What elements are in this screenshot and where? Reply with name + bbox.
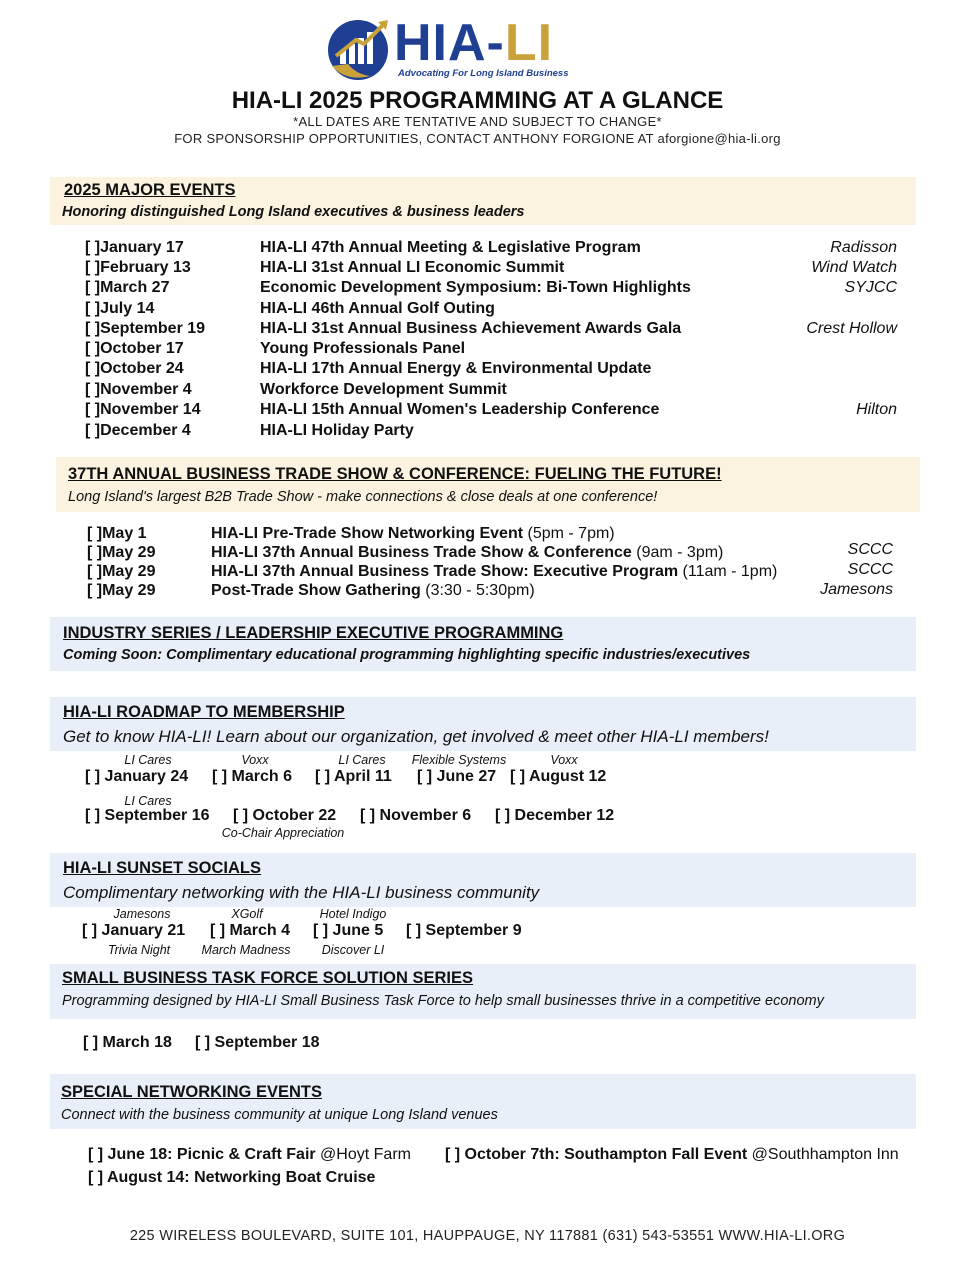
event-title: HIA-LI 15th Annual Women's Leadership Conference bbox=[260, 401, 660, 418]
tradeshow-desc: Long Island's largest B2B Trade Show - make connections & close deals at one conference! bbox=[68, 489, 658, 505]
roadmap-date[interactable]: [ ] August 12 bbox=[510, 768, 607, 785]
event-date[interactable]: [ ]October 17 bbox=[85, 340, 184, 357]
event-time: (9am - 3pm) bbox=[631, 544, 724, 561]
sunset-theme: Discover LI bbox=[321, 943, 385, 957]
footer-address: 225 WIRELESS BOULEVARD, SUITE 101, HAUPPAUGE, NY 117881 (631) 543-53551 WWW.HIA-LI.ORG bbox=[129, 1228, 846, 1244]
sunset-theme: Trivia Night bbox=[107, 943, 171, 957]
event-date[interactable]: [ ]January 17 bbox=[85, 239, 184, 256]
smallbiz-heading: SMALL BUSINESS TASK FORCE SOLUTION SERIES bbox=[62, 969, 474, 987]
sunset-date[interactable]: [ ] September 9 bbox=[406, 922, 522, 939]
event-venue: Wind Watch bbox=[811, 259, 897, 276]
roadmap-heading: HIA-LI ROADMAP TO MEMBERSHIP bbox=[63, 703, 345, 721]
event-date[interactable]: [ ]October 24 bbox=[85, 360, 184, 377]
event-name: Post-Trade Show Gathering bbox=[211, 582, 421, 599]
sunset-date[interactable]: [ ] January 21 bbox=[82, 922, 186, 939]
roadmap-date[interactable]: [ ] September 16 bbox=[85, 807, 210, 824]
roadmap-host: Voxx bbox=[241, 753, 269, 767]
event-date[interactable]: [ ]July 14 bbox=[85, 300, 155, 317]
event-time: (11am - 1pm) bbox=[678, 563, 778, 580]
roadmap-date[interactable]: [ ] June 27 bbox=[417, 768, 497, 785]
event-title: HIA-LI 17th Annual Energy & Environmental Update bbox=[260, 360, 652, 377]
event-date[interactable]: [ ]November 14 bbox=[85, 401, 201, 418]
event-title: HIA-LI 46th Annual Golf Outing bbox=[260, 300, 495, 317]
event-date[interactable]: [ ]November 4 bbox=[85, 381, 192, 398]
industry-heading: INDUSTRY SERIES / LEADERSHIP EXECUTIVE PROGRAMMING bbox=[63, 624, 564, 642]
event-title: Young Professionals Panel bbox=[260, 340, 466, 357]
event-venue: SCCC bbox=[847, 561, 893, 578]
roadmap-date[interactable]: [ ] December 12 bbox=[495, 807, 615, 824]
roadmap-host: Flexible Systems bbox=[411, 753, 507, 767]
roadmap-date[interactable]: [ ] November 6 bbox=[360, 807, 472, 824]
sunset-venue: Jamesons bbox=[113, 907, 171, 921]
event-title bbox=[211, 582, 535, 600]
major-events-desc: Honoring distinguished Long Island executives & business leaders bbox=[62, 204, 525, 220]
event-name: HIA-LI 37th Annual Business Trade Show & Conference bbox=[211, 544, 632, 561]
sponsorship-contact: FOR SPONSORSHIP OPPORTUNITIES, CONTACT ANTHONY FORGIONE AT aforgione@hia-li.org bbox=[174, 131, 781, 146]
roadmap-desc: Get to know HIA-LI! Learn about our organization, get involved & meet other HIA-LI members! bbox=[63, 727, 769, 746]
event-title: Economic Development Symposium: Bi-Town Highlights bbox=[260, 279, 691, 296]
roadmap-host: LI Cares bbox=[124, 753, 172, 767]
event-name: HIA-LI 37th Annual Business Trade Show: Executive Program bbox=[211, 563, 679, 580]
event-venue: Jamesons bbox=[820, 581, 893, 598]
roadmap-date[interactable]: [ ] March 6 bbox=[212, 768, 293, 785]
logo-wordmark: HIA-LI bbox=[394, 14, 554, 72]
sunset-heading: HIA-LI SUNSET SOCIALS bbox=[63, 859, 262, 877]
roadmap-date[interactable]: [ ] April 11 bbox=[315, 768, 392, 785]
event-venue: Hilton bbox=[856, 401, 897, 418]
logo bbox=[326, 14, 576, 84]
page-title: HIA-LI 2025 PROGRAMMING AT A GLANCE bbox=[231, 87, 724, 114]
event-date[interactable]: [ ]May 29 bbox=[87, 582, 156, 599]
event-date[interactable]: [ ]September 19 bbox=[85, 320, 206, 337]
sunset-venue: Hotel Indigo bbox=[319, 907, 387, 921]
event-venue: SYJCC bbox=[844, 279, 897, 296]
event-date[interactable]: [ ]February 13 bbox=[85, 259, 191, 276]
event-date[interactable]: [ ]May 29 bbox=[87, 544, 156, 561]
event-title bbox=[211, 544, 723, 562]
special-event[interactable]: [ ] October 7th: Southampton Fall Event @Southhampton Inn bbox=[445, 1146, 899, 1163]
roadmap-host: Voxx bbox=[550, 753, 578, 767]
event-date[interactable]: [ ]May 1 bbox=[87, 525, 147, 542]
tradeshow-heading: 37TH ANNUAL BUSINESS TRADE SHOW & CONFERENCE: FUELING THE FUTURE! bbox=[68, 465, 722, 483]
event-title bbox=[211, 525, 615, 543]
event-title: Workforce Development Summit bbox=[260, 381, 507, 398]
event-date[interactable]: [ ]March 27 bbox=[85, 279, 170, 296]
roadmap-host: LI Cares bbox=[124, 794, 172, 808]
event-venue: Radisson bbox=[830, 239, 897, 256]
major-events-heading: 2025 MAJOR EVENTS bbox=[64, 181, 236, 199]
roadmap-date[interactable]: [ ] January 24 bbox=[85, 768, 189, 785]
industry-desc: Coming Soon: Complimentary educational programming highlighting specific industries/executives bbox=[63, 647, 751, 663]
smallbiz-date[interactable]: [ ] March 18 bbox=[83, 1034, 172, 1051]
disclaimer: *ALL DATES ARE TENTATIVE AND SUBJECT TO CHANGE* bbox=[293, 114, 662, 129]
event-title: HIA-LI 31st Annual LI Economic Summit bbox=[260, 259, 565, 276]
roadmap-date[interactable]: [ ] October 22 bbox=[233, 807, 337, 824]
event-venue: Crest Hollow bbox=[806, 320, 897, 337]
event-name: HIA-LI Pre-Trade Show Networking Event bbox=[211, 525, 524, 542]
smallbiz-desc: Programming designed by HIA-LI Small Business Task Force to help small businesses thrive in a competitive economy bbox=[62, 993, 824, 1009]
special-event[interactable]: [ ] June 18: Picnic & Craft Fair @Hoyt Farm bbox=[88, 1146, 411, 1163]
logo-tagline: Advocating For Long Island Business bbox=[398, 68, 569, 79]
special-heading: SPECIAL NETWORKING EVENTS bbox=[61, 1083, 322, 1101]
event-title: HIA-LI 47th Annual Meeting & Legislative Program bbox=[260, 239, 641, 256]
roadmap-note: Co-Chair Appreciation bbox=[221, 826, 345, 840]
logo-chart-icon bbox=[326, 16, 394, 82]
sunset-theme: March Madness bbox=[201, 943, 291, 957]
sunset-date[interactable]: [ ] March 4 bbox=[210, 922, 291, 939]
roadmap-host: LI Cares bbox=[338, 753, 386, 767]
sunset-date[interactable]: [ ] June 5 bbox=[313, 922, 384, 939]
event-title: HIA-LI 31st Annual Business Achievement Awards Gala bbox=[260, 320, 682, 337]
special-event[interactable]: [ ] August 14: Networking Boat Cruise bbox=[88, 1169, 376, 1186]
smallbiz-date[interactable]: [ ] September 18 bbox=[195, 1034, 320, 1051]
sunset-venue: XGolf bbox=[231, 907, 263, 921]
special-desc: Connect with the business community at unique Long Island venues bbox=[61, 1107, 498, 1123]
event-date[interactable]: [ ]December 4 bbox=[85, 422, 191, 439]
event-time: (3:30 - 5:30pm) bbox=[420, 582, 535, 599]
event-time: (5pm - 7pm) bbox=[523, 525, 615, 542]
event-title: HIA-LI Holiday Party bbox=[260, 422, 414, 439]
event-venue: SCCC bbox=[847, 541, 893, 558]
event-date[interactable]: [ ]May 29 bbox=[87, 563, 156, 580]
sunset-desc: Complimentary networking with the HIA-LI business community bbox=[63, 883, 540, 902]
event-title bbox=[211, 563, 777, 581]
